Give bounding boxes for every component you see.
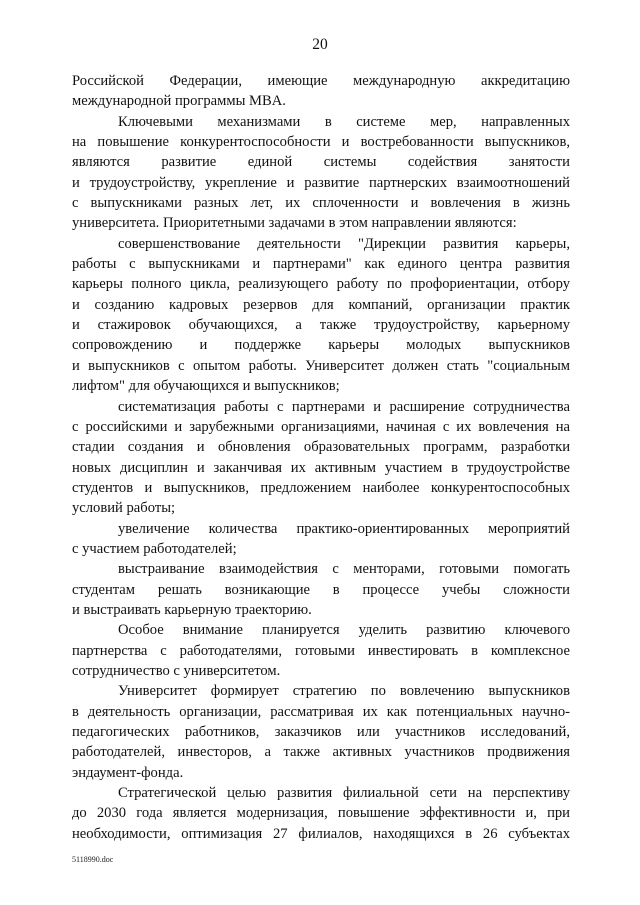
text-line: университета. Приоритетными задачами в этом направлении являются: [72, 215, 517, 232]
text-line: сопровождению и поддержке карьеры молодых выпускников [72, 337, 570, 354]
text-line: и созданию кадровых резервов для компаний, организации практик [72, 296, 570, 313]
text-line: и трудоустройству, укрепление и развитие партнерских взаимоотношений [72, 174, 570, 191]
text-line: педагогических работников, заказчиков или участников исследований, [72, 724, 570, 740]
text-line: работодателей, инвесторов, а также активных участников продвижения [72, 744, 570, 761]
text-line: международной программы MBA. [72, 93, 286, 110]
text-line: Стратегической целью развития филиальной сети на перспективу [118, 785, 570, 802]
text-line: лифтом" для обучающихся и выпускников; [72, 378, 340, 395]
text-line: и выпускников с опытом работы. Университет должен стать "социальным [72, 357, 570, 374]
text-line: необходимости, оптимизация 27 филиалов, находящихся в 26 субъектах [72, 825, 570, 842]
text-line: карьеры полного цикла, реализующего работу по профориентации, отбору [72, 276, 570, 293]
text-line: сотрудничество с университетом. [72, 662, 281, 679]
text-line: партнерства с работодателями, готовыми инвестировать в комплексное [72, 642, 570, 659]
text-line: с выпускниками разных лет, их сплоченности и вовлечения в жизнь [72, 195, 570, 212]
text-line: эндаумент-фонда. [72, 764, 184, 781]
text-line: систематизация работы с партнерами и расширение сотрудничества [118, 398, 570, 415]
text-line: Российской Федерации, имеющие международную аккредитацию [72, 73, 570, 89]
text-line: являются развитие единой системы содействия занятости [72, 154, 570, 171]
text-line: увеличение количества практико-ориентированных мероприятий [118, 520, 570, 537]
text-line: Ключевыми механизмами в системе мер, направленных [118, 113, 570, 130]
text-line: стадии создания и обновления образовательных программ, разработки [72, 439, 570, 456]
text-line: Университет формирует стратегию по вовлечению выпускников [118, 683, 570, 700]
text-line: новых дисциплин и заканчивая их активным участием в трудоустройстве [72, 459, 570, 476]
text-line: совершенствование деятельности "Дирекции развития карьеры, [118, 235, 570, 252]
text-line: и выстраивать карьерную траекторию. [72, 601, 312, 618]
text-line: студентов и выпускников, предложением наиболее конкурентоспособных [72, 479, 570, 496]
text-line: условий работы; [72, 500, 176, 517]
text-line: и стажировок обучающихся, а также трудоустройству, карьерному [72, 317, 570, 334]
body-text [72, 71, 570, 844]
text-line: до 2030 года является модернизация, повышение эффективности и, при [72, 805, 570, 822]
text-line: с российскими и зарубежными организациями, начиная с их вовлечения на [72, 418, 570, 435]
text-line: в деятельность организации, рассматривая их как потенциальных научно- [72, 703, 570, 720]
text-line: с участием работодателей; [72, 540, 237, 557]
text-line: на повышение конкурентоспособности и востребованности выпускников, [72, 134, 570, 151]
footer-filename: 5118990.doc [72, 855, 114, 864]
text-line: Особое внимание планируется уделить развитию ключевого [118, 622, 570, 639]
page-number: 20 [312, 36, 328, 53]
text-line: студентам решать возникающие в процессе учебы сложности [72, 581, 570, 598]
text-line: работы с выпускниками и партнерами" как единого центра развития [72, 256, 570, 273]
text-line: выстраивание взаимодействия с менторами, готовыми помогать [118, 561, 570, 578]
